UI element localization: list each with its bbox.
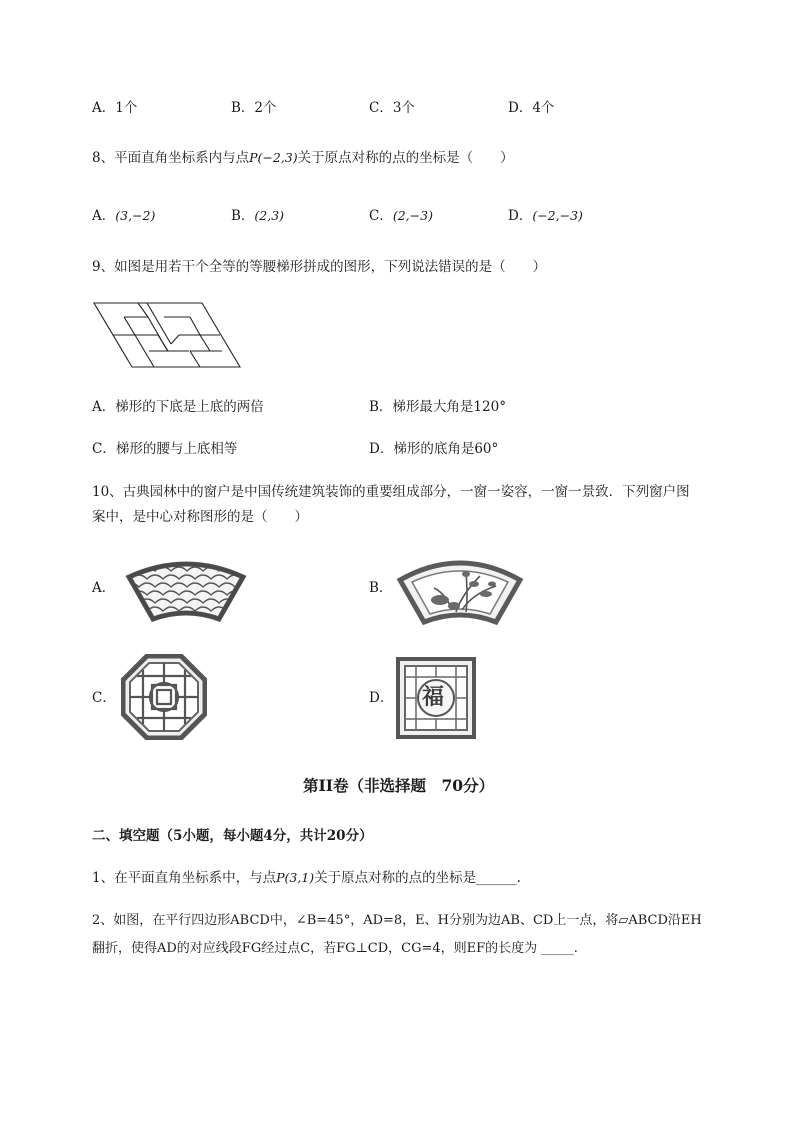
q8-option-d: D．(−2,−3) — [508, 208, 583, 224]
q10-label-c: C． — [92, 690, 116, 706]
f1-suffix: 关于原点对称的点的坐标是______. — [314, 870, 521, 886]
section-title: 第II卷（非选择题 70分） — [303, 776, 495, 795]
fu-character: 福 — [422, 684, 445, 710]
q8-option-a: A．(3,−2) — [92, 208, 156, 224]
q9-option-d: D．梯形的底角是60° — [369, 441, 499, 457]
trapezoid-tiling-figure — [92, 300, 242, 370]
q8-question — [92, 152, 514, 166]
fill-q2-line2: 翻折，使得AD的对应线段FG经过点C，若FG⊥CD，CG=4，则EF的长度为 _____. — [92, 941, 578, 956]
q8-point: P(−2,3) — [249, 150, 298, 165]
section-subtitle: 二、填空题（5小题，每小题4分，共计20分） — [92, 828, 373, 844]
q9-option-a: A．梯形的下底是上底的两倍 — [92, 399, 264, 415]
q10-label-d: D． — [369, 690, 394, 706]
fill-q2-line1: 2、如图，在平行四边形ABCD中，∠B=45°，AD=8，E、H分别为边AB、CD上一点，将▱ABCD沿EH — [92, 913, 702, 928]
q7-option-b: B．2个 — [231, 100, 277, 116]
q7-option-d: D．4个 — [508, 100, 555, 116]
fan-window-scale-pattern-image — [123, 555, 249, 625]
f1-point: P(3,1) — [276, 870, 315, 885]
q9-question: 9、如图是用若干个全等的等腰梯形拼成的图形，下列说法错误的是（ ） — [92, 259, 547, 275]
q8-prefix: 8、平面直角坐标系内与点 — [92, 150, 250, 166]
q8-option-b: B．(2,3) — [231, 208, 285, 224]
q10-question-line1: 10、古典园林中的窗户是中国传统建筑装饰的重要组成部分，一窗一姿容，一窗一景致．下列窗户图 — [92, 484, 690, 500]
f1-prefix: 1、在平面直角坐标系中，与点 — [92, 870, 277, 886]
octagon-lattice-window-image — [121, 654, 207, 740]
q7-option-a: A．1个 — [92, 100, 138, 116]
q10-label-b: B． — [369, 580, 393, 596]
fill-q1 — [92, 872, 521, 886]
q10-label-a: A． — [92, 580, 116, 596]
q9-option-c: C．梯形的腰与上底相等 — [92, 441, 238, 457]
q10-question-line2: 案中，是中心对称图形的是（ ） — [92, 509, 308, 525]
q8-option-c: C．(2,−3) — [369, 208, 433, 224]
q9-option-b: B．梯形最大角是120° — [369, 399, 506, 415]
q8-suffix: 关于原点对称的点的坐标是（ ） — [297, 150, 514, 166]
fan-window-orchid-image — [396, 554, 524, 626]
q7-option-c: C．3个 — [369, 100, 415, 116]
